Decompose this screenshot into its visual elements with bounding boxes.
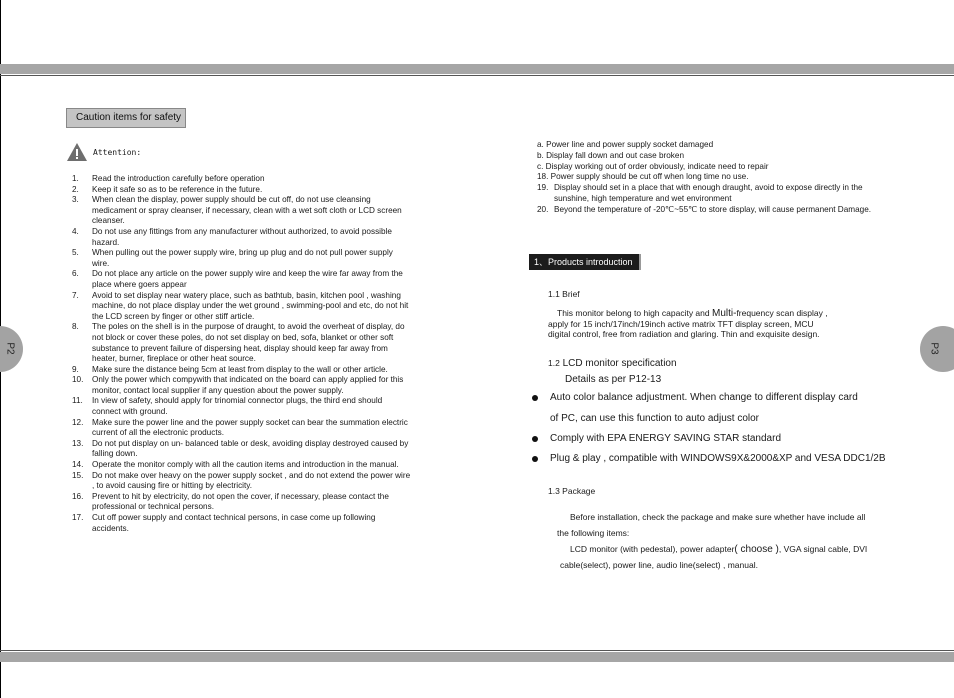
spec-heading [548, 358, 677, 369]
rule-text: Do not place any article on the power supply wire and keep the wire far away from the place where goers appear [92, 269, 403, 289]
rule-text: Avoid to set display near watery place, such as bathtub, basin, kitchen pool , washing machine, do not place display under the wet ground , swimming-pool and etc, do not hit the LCD screen by finger or other stiff article. [92, 290, 409, 321]
rule-number: 13. [72, 438, 84, 448]
page-tab-left [0, 326, 23, 372]
rule-number: 14. [72, 460, 84, 470]
rule-text: When pulling out the power supply wire, bring up plug and do not pull power supply wire. [92, 248, 393, 268]
page-tab-right [920, 326, 954, 372]
fault-text: c. Display working out of order obviously, indicate need to repair [537, 161, 769, 171]
fault-list-item [537, 205, 882, 216]
safety-rule-item [72, 248, 412, 269]
package-line-3-choose: ( choose ) [734, 544, 779, 555]
rule-text: Operate the monitor comply with all the caution items and introduction in the manual. [92, 460, 399, 470]
fault-list-item [537, 162, 882, 173]
header-band [0, 64, 954, 74]
package-line-4: cable(select), power line, audio line(select) , manual. [560, 560, 758, 570]
rule-text: Read the introduction carefully before operation [92, 174, 265, 183]
warning-icon [66, 142, 88, 162]
safety-rule-item [72, 439, 412, 460]
attention-label: Attention: [93, 148, 142, 157]
rule-number: 16. [72, 491, 84, 501]
rule-number: 1. [72, 174, 79, 183]
rule-text: When clean the display, power supply should be cut off, do not use cleansing medicament or spray cleanser, if necessary, clean with a wet soft cloth or LCD screen cleanser. [92, 195, 402, 226]
rule-text: Do not make over heavy on the power supply socket , and do not extend the power wire , to avoid causing fire or hitting by electricity. [92, 470, 411, 491]
fault-text: a. Power line and power supply socket damaged [537, 140, 714, 149]
rule-number: 5. [72, 248, 79, 258]
bullet-dot [532, 436, 538, 442]
rule-number: 15. [72, 470, 84, 480]
rule-number: 11. [72, 396, 83, 406]
page-number-right: P3 [928, 342, 940, 355]
rule-text: Only the power which compywith that indicated on the board can apply applied for this monitor, contact local supplier if any question about the power supply. [92, 375, 404, 395]
safety-rule-item [72, 269, 412, 290]
safety-rule-item [72, 227, 412, 248]
rule-number: 2. [72, 184, 79, 194]
rule-number: 6. [72, 269, 79, 279]
fault-text: 18. Power supply should be cut off when long time no use. [537, 172, 749, 182]
safety-rule-item [72, 195, 412, 227]
safety-rule-item [72, 492, 412, 513]
fault-number: 20. [537, 204, 549, 214]
safety-rule-item [72, 185, 412, 196]
safety-rule-item [72, 174, 412, 185]
brief-heading: 1.1 Brief [548, 289, 580, 299]
safety-rule-item [72, 513, 412, 534]
safety-rule-item [72, 396, 412, 417]
safety-rule-item [72, 375, 412, 396]
safety-rule-item [72, 460, 412, 471]
feature-bullet-2: Comply with EPA ENERGY SAVING STAR standard [550, 433, 782, 444]
safety-rules-list [72, 174, 412, 534]
package-line-2: the following items: [557, 528, 630, 538]
fault-list [537, 140, 882, 216]
package-line-1: Before installation, check the package and make sure whether have include all [570, 512, 866, 522]
rule-text: The poles on the shell is in the purpose of draught, to avoid the overheat of display, do not block or cover these poles, do not set display on bed, sofa, blanket or other soft substance to prevent failure of dispersing heat, display should keep far away from heater, burner, fireplace or other heat source. [92, 322, 405, 364]
rule-text: Make sure the power line and the power supply socket can bear the summation electric current of all the electronic products. [92, 417, 408, 438]
safety-rule-item [72, 471, 412, 492]
spec-title: LCD monitor specification [562, 358, 677, 369]
rule-number: 17. [72, 513, 84, 522]
fault-number: 19. [537, 183, 549, 193]
rule-number: 7. [72, 290, 79, 300]
brief-line-2: apply for 15 inch/17inch/19inch active matrix TFT display screen, MCU [548, 319, 814, 329]
fault-list-item [537, 183, 882, 205]
fault-list-item [537, 151, 882, 162]
rule-text: Cut off power supply and contact technical persons, in case come up following accidents. [92, 513, 376, 533]
rule-text: Make sure the distance being 5cm at least from display to the wall or other article. [92, 364, 388, 374]
spec-number: 1.2 [548, 358, 560, 368]
fault-text: Display should set in a place that with enough draught, avoid to expose directly in the sunshine, high temperature and wet environment [554, 183, 863, 203]
feature-bullet-1: Auto color balance adjustment. When change to different display card [550, 392, 858, 403]
caution-title: Caution items for safety [66, 108, 186, 128]
rule-text: Keep it safe so as to be reference in the future. [92, 184, 263, 194]
footer-band [0, 652, 954, 662]
spec-detail: Details as per P12-13 [565, 374, 662, 385]
rule-number: 8. [72, 322, 79, 332]
brief-line-1-b: frequency scan display , [736, 308, 828, 318]
safety-rule-item [72, 291, 412, 323]
rule-number: 4. [72, 226, 79, 236]
brief-line-3: digital control, free from radiation and glaring. Thin and exquisite design. [548, 329, 820, 339]
package-heading: 1.3 Package [548, 486, 596, 496]
rule-number: 9. [72, 364, 79, 374]
rule-text: Do not put display on un- balanced table or desk, avoiding display destroyed caused by falling down. [92, 438, 409, 459]
bullet-dot [532, 456, 538, 462]
rule-number: 10. [72, 375, 84, 385]
feature-bullet-3: Plug & play , compatible with WINDOWS9X&2000&XP and VESA DDC1/2B [550, 453, 886, 464]
safety-rule-item [72, 365, 412, 376]
footer-rule [0, 650, 954, 651]
fault-text: Beyond the temperature of -20℃~55℃ to store display, will cause permanent Damage. [554, 204, 872, 214]
feature-bullet-1-cont: of PC, can use this function to auto adjust color [550, 413, 760, 424]
rule-number: 12. [72, 417, 84, 427]
fault-text: b. Display fall down and out case broken [537, 150, 685, 160]
bullet-dot [532, 395, 538, 401]
header-rule [0, 75, 954, 76]
section-title: 1、Products introduction [529, 254, 641, 270]
brief-line-1 [557, 308, 828, 319]
package-line-3 [570, 541, 867, 558]
rule-text: Do not use any fittings from any manufacturer without authorized, to avoid possible hazard. [92, 226, 392, 247]
package-line-3-b: , VGA signal cable, DVI [778, 544, 868, 554]
safety-rule-item [72, 322, 412, 364]
rule-text: Prevent to hit by electricity, do not open the cover, if necessary, please contact the professional or technical persons. [92, 491, 389, 512]
brief-line-1-multi: Multi- [711, 308, 737, 319]
brief-line-1-a: This monitor belong to high capacity and [557, 308, 712, 318]
page-number-left: P2 [4, 342, 16, 355]
safety-rule-item [72, 418, 412, 439]
rule-text: In view of safety, should apply for trinomial connector plugs, the third end should connect with ground. [92, 396, 383, 417]
fault-list-item [537, 172, 882, 183]
package-line-3-a: LCD monitor (with pedestal), power adapter [570, 544, 735, 554]
rule-number: 3. [72, 195, 79, 205]
fault-list-item [537, 140, 882, 151]
